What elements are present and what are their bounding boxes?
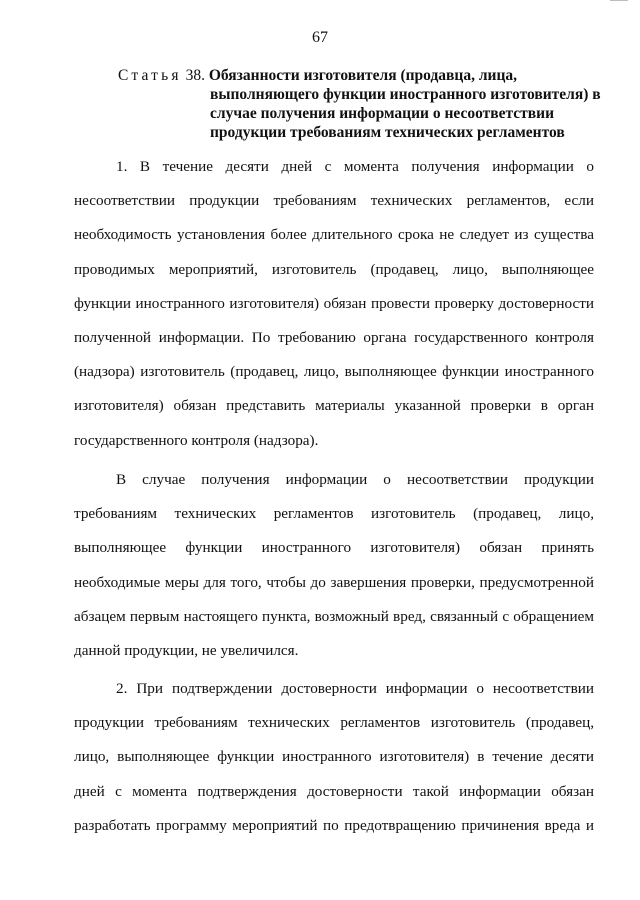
article-title-line: случае получения информации о несоответствии xyxy=(210,105,555,122)
paragraph-line: требованиям технических регламентов изготовитель (продавец, лицо, xyxy=(74,505,594,523)
paragraph-line: проводимых мероприятий, изготовитель (продавец, лицо, выполняющее xyxy=(74,260,594,278)
article-heading xyxy=(118,66,608,142)
paragraph-3 xyxy=(74,672,594,843)
paragraph-line: полученной информации. По требованию органа государственного контроля xyxy=(74,328,594,346)
paragraph-line: функции иностранного изготовителя) обязан провести проверку достоверности xyxy=(74,294,594,312)
paragraph-line: 2. При подтверждении достоверности информации о несоответствии xyxy=(116,680,594,697)
paragraph-line: выполняющее функции иностранного изготовителя) обязан принять xyxy=(74,539,594,557)
paragraph-line: разработать программу мероприятий по предотвращению причинения вреда и xyxy=(74,816,594,834)
paragraph-line: данной продукции, не увеличился. xyxy=(74,641,299,659)
paragraph-2 xyxy=(74,463,594,668)
paragraph-line: (надзора) изготовитель (продавец, лицо, выполняющее функции иностранного xyxy=(74,363,594,381)
paragraph-line: В случае получения информации о несоответствии продукции xyxy=(116,471,594,488)
paragraph-1 xyxy=(74,150,594,458)
corner-mark xyxy=(610,0,628,1)
article-number: 38. xyxy=(185,67,205,84)
paragraph-line: абзацем первым настоящего пункта, возможный вред, связанный с обращением xyxy=(74,607,594,625)
page-number: 67 xyxy=(312,29,328,46)
article-label: Статья xyxy=(118,67,182,84)
article-title-line: выполняющего функции иностранного изготовителя) в xyxy=(210,86,601,103)
paragraph-line: необходимость установления более длительного срока не следует из существа xyxy=(74,226,594,244)
paragraph-line: изготовителя) обязан представить материалы указанной проверки в орган xyxy=(74,397,594,415)
paragraph-line: 1. В течение десяти дней с момента получения информации о xyxy=(116,158,594,175)
paragraph-line: лицо, выполняющее функции иностранного изготовителя) в течение десяти xyxy=(74,748,594,766)
paragraph-line: дней с момента подтверждения достоверности такой информации обязан xyxy=(74,782,594,800)
paragraph-line: несоответствии продукции требованиям технических регламентов, если xyxy=(74,192,594,210)
paragraph-line: необходимые меры для того, чтобы до завершения проверки, предусмотренной xyxy=(74,573,594,591)
article-title-line: Обязанности изготовителя (продавца, лица, xyxy=(208,67,518,84)
paragraph-line: продукции требованиям технических регламентов изготовитель (продавец, xyxy=(74,714,594,732)
paragraph-line: государственного контроля (надзора). xyxy=(74,431,319,449)
article-heading-line xyxy=(118,66,608,85)
article-title-line: продукции требованиям технических регламентов xyxy=(210,124,565,141)
